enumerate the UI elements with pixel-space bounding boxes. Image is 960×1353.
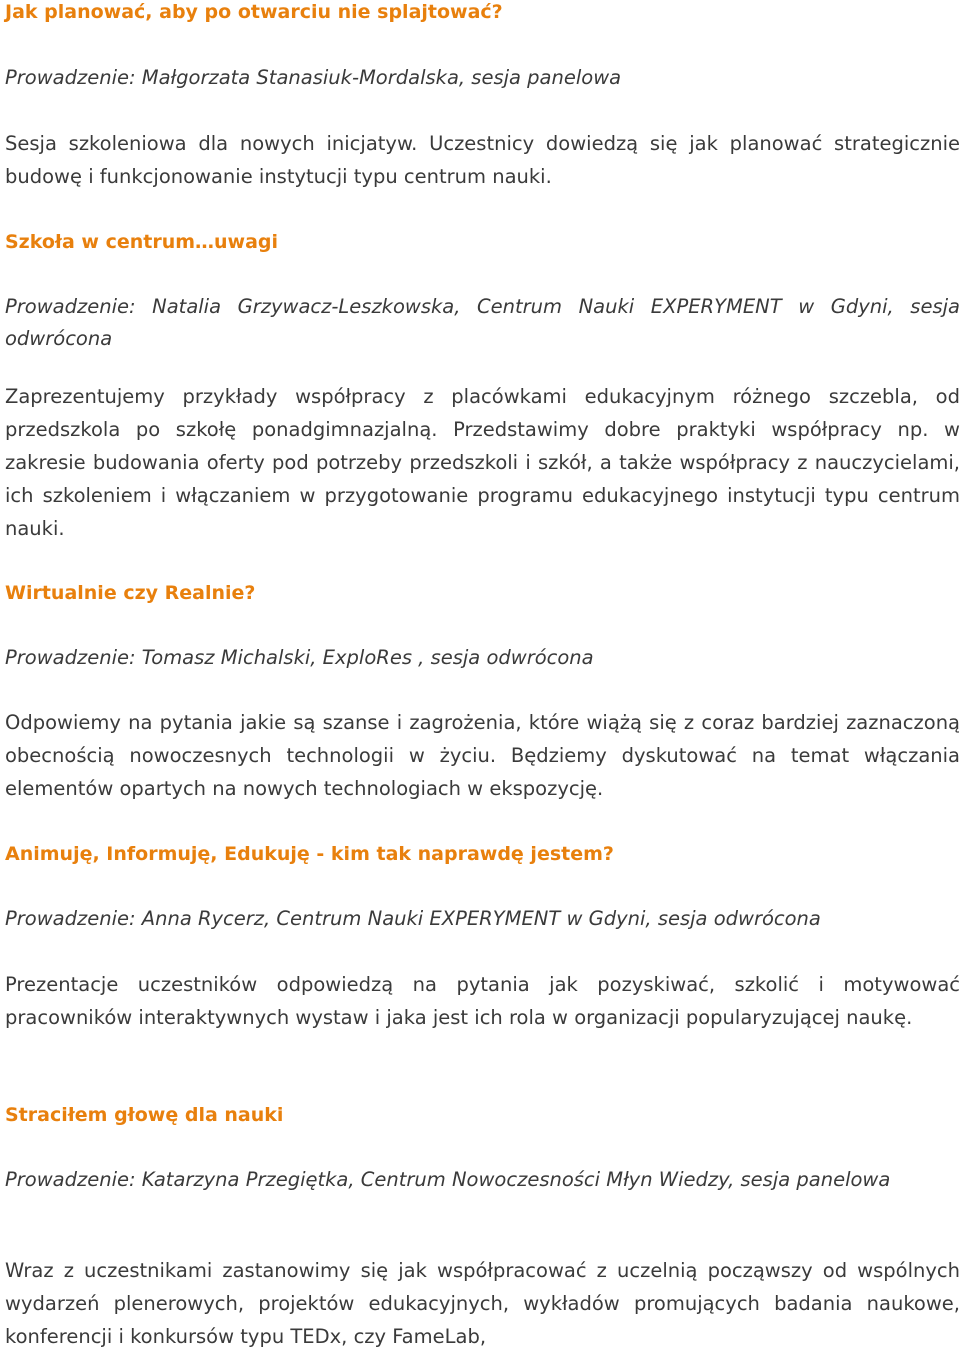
- session-host: Prowadzenie: Tomasz Michalski, ExploRes , sesja odwrócona: [5, 646, 594, 669]
- session-host: Prowadzenie: Natalia Grzywacz-Leszkowska, Centrum Nauki EXPERYMENT w Gdyni, sesja odwrócona: [5, 295, 960, 350]
- session-description: Prezentacje uczestników odpowiedzą na pytania jak pozyskiwać, szkolić i motywować pracowników interaktywnych wystaw i jaka jest ich rola w organizacji popularyzującej naukę.: [5, 973, 960, 1029]
- session-host: Prowadzenie: Anna Rycerz, Centrum Nauki EXPERYMENT w Gdyni, sesja odwrócona: [5, 907, 821, 930]
- session-host: Prowadzenie: Katarzyna Przegiętka, Centrum Nowoczesności Młyn Wiedzy, sesja panelowa: [5, 1168, 891, 1191]
- session-description: Wraz z uczestnikami zastanowimy się jak współpracować z uczelnią począwszy od wspólnych wydarzeń plenerowych, projektów edukacyjnych, wykładów promujących badania naukowe, konferencji i konkursów typu TEDx, czy FameLab,: [5, 1259, 960, 1348]
- session-title: Szkoła w centrum…uwagi: [5, 231, 279, 253]
- session-description: Odpowiemy na pytania jakie są szanse i zagrożenia, które wiążą się z coraz bardziej zaznaczoną obecnością nowoczesnych technologii w życiu. Będziemy dyskutować na temat włączania elementów opartych na nowych technologiach w ekspozycję.: [5, 711, 960, 800]
- session-host: Prowadzenie: Małgorzata Stanasiuk-Mordalska, sesja panelowa: [5, 66, 622, 89]
- session-title: Wirtualnie czy Realnie?: [5, 582, 256, 604]
- session-description: Sesja szkoleniowa dla nowych inicjatyw. Uczestnicy dowiedzą się jak planować strategicznie budowę i funkcjonowanie instytucji typu centrum nauki.: [5, 132, 960, 188]
- session-title: Animuję, Informuję, Edukuję - kim tak naprawdę jestem?: [5, 843, 614, 865]
- session-description: Zaprezentujemy przykłady współpracy z placówkami edukacyjnym różnego szczebla, od przedszkola po szkołę ponadgimnazjalną. Przedstawimy dobre praktyki współpracy np. w zakresie budowania oferty pod potrzeby przedszkoli i szkół, a także współpracy z nauczycielami, ich szkoleniem i włączaniem w przygotowanie programu edukacyjnego instytucji typu centrum nauki.: [5, 385, 960, 540]
- session-title: Jak planować, aby po otwarciu nie splajtować?: [5, 1, 503, 23]
- session-title: Straciłem głowę dla nauki: [5, 1104, 284, 1126]
